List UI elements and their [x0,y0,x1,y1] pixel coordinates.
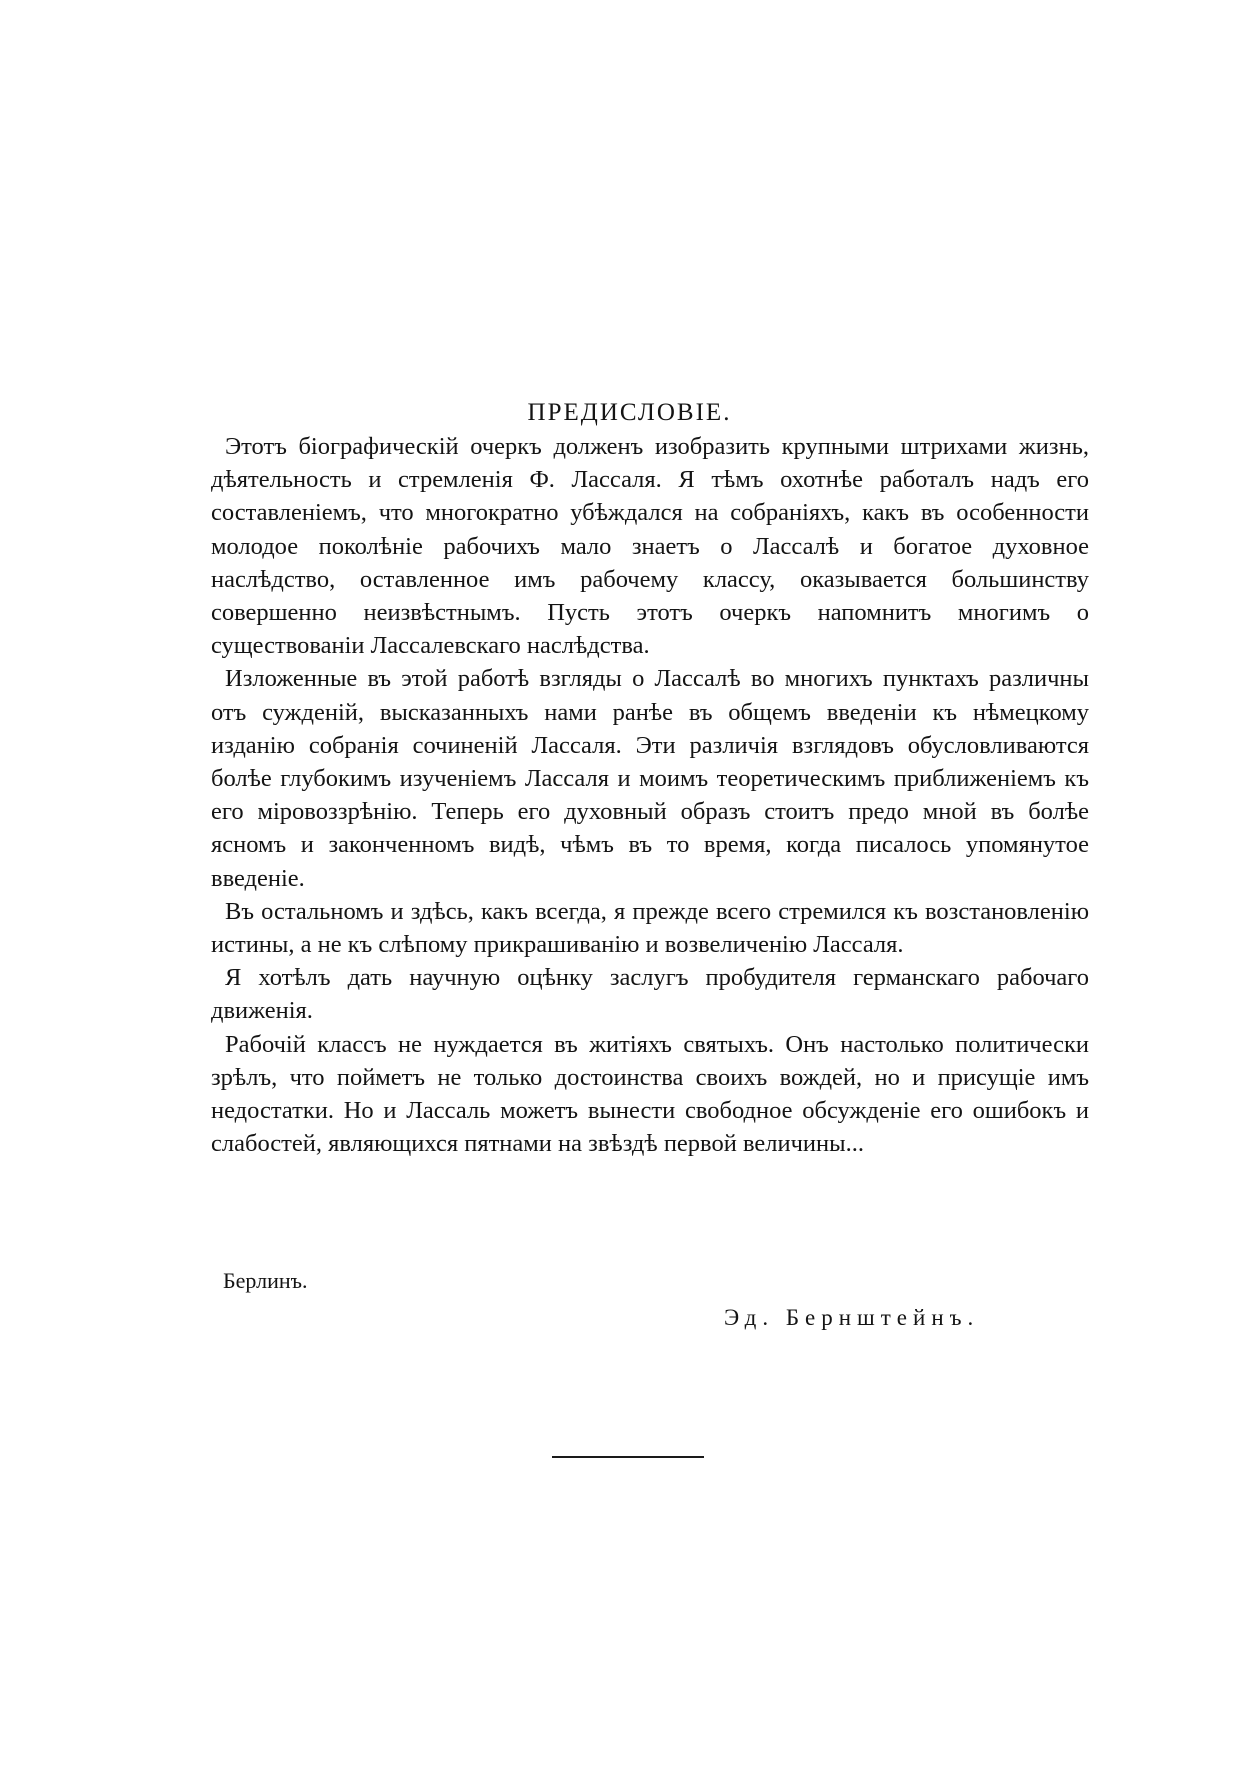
page-title: ПРЕДИСЛОВІЕ. [527,398,732,426]
preface-body [211,430,1089,1160]
paragraph-1: Этотъ біографическій очеркъ долженъ изобразить крупными штрихами жизнь, дѣятельность и стремленія Ф. Лассаля. Я тѣмъ охотнѣе работалъ надъ его составленіемъ, что многократно убѣждался на собраніяхъ, какъ въ особенности молодое поколѣніе рабочихъ мало знаетъ о Лассалѣ и богатое духовное наслѣдство, оставленное имъ рабочему классу, оказывается большинству совершенно неизвѣстнымъ. Пусть этотъ очеркъ напомнитъ многимъ о существованіи Лассалевскаго наслѣдства. [211,433,1089,660]
place-name: Берлинъ. [223,1268,308,1293]
paragraph-2: Изложенные въ этой работѣ взгляды о Лассалѣ во многихъ пунктахъ различны отъ сужденій, высказанныхъ нами ранѣе въ общемъ введеніи къ нѣмецкому изданію собранія сочиненій Лассаля. Эти различія взглядовъ обусловливаются болѣе глубокимъ изученіемъ Лассаля и моимъ теоретическимъ приближеніемъ къ его міровоззрѣнію. Теперь его духовный образъ стоитъ предо мной въ болѣе ясномъ и законченномъ видѣ, чѣмъ въ то время, когда писалось упомянутое введеніе. [211,665,1089,892]
paragraph-5: Рабочій классъ не нуждается въ житіяхъ святыхъ. Онъ настолько политически зрѣлъ, что пойметъ не только достоинства своихъ вождей, но и присущіе имъ недостатки. Но и Лассаль можетъ вынести свободное обсужденіе его ошибокъ и слабостей, являющихся пятнами на звѣздѣ первой величины... [211,1030,1089,1158]
paragraph-4: Я хотѣлъ дать научную оцѣнку заслугъ пробудителя германскаго рабочаго движенія. [211,964,1089,1025]
author-signature: Эд. Бернштейнъ. [724,1305,980,1330]
paragraph-3: Въ остальномъ и здѣсь, какъ всегда, я прежде всего стремился къ возстановленію истины, а не къ слѣпому прикрашиванію и возвеличенію Лассаля. [211,897,1089,959]
closing-rule [552,1456,704,1458]
